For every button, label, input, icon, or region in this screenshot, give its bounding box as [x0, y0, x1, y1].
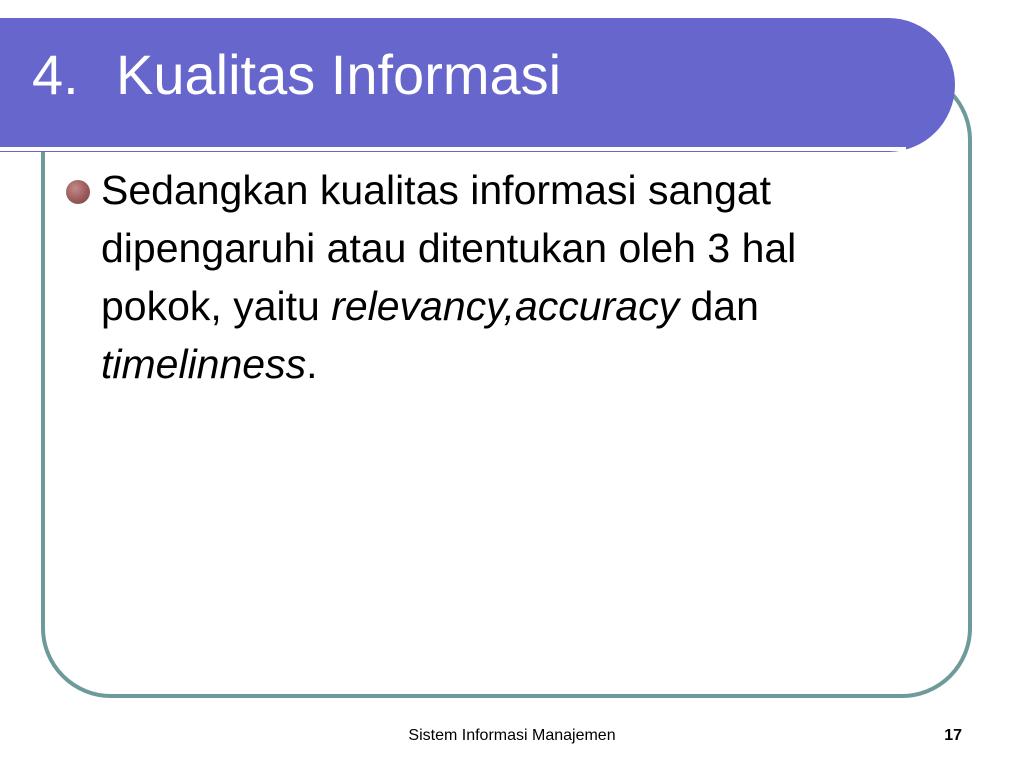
- footer-course-title: Sistem Informasi Manajemen: [408, 727, 616, 744]
- title-text: Kualitas Informasi: [116, 43, 562, 106]
- bullet-text-part1: Sedangkan kualitas informasi sangat dipengaruhi atau ditentukan oleh 3 hal pokok, yaitu: [101, 167, 797, 329]
- bullet-point-icon: [66, 180, 90, 204]
- bullet-text-italic-timeliness: timelinness: [101, 341, 307, 387]
- title-number: 4.: [32, 43, 79, 106]
- bullet-text: [101, 161, 921, 393]
- title-underline: [0, 147, 906, 151]
- bullet-text-part3: .: [306, 341, 318, 387]
- slide-title: [32, 44, 561, 106]
- footer-page-number: 17: [944, 727, 962, 744]
- bullet-text-italic-terms: relevancy,accuracy: [331, 283, 680, 329]
- bullet-text-part2: dan: [679, 283, 759, 329]
